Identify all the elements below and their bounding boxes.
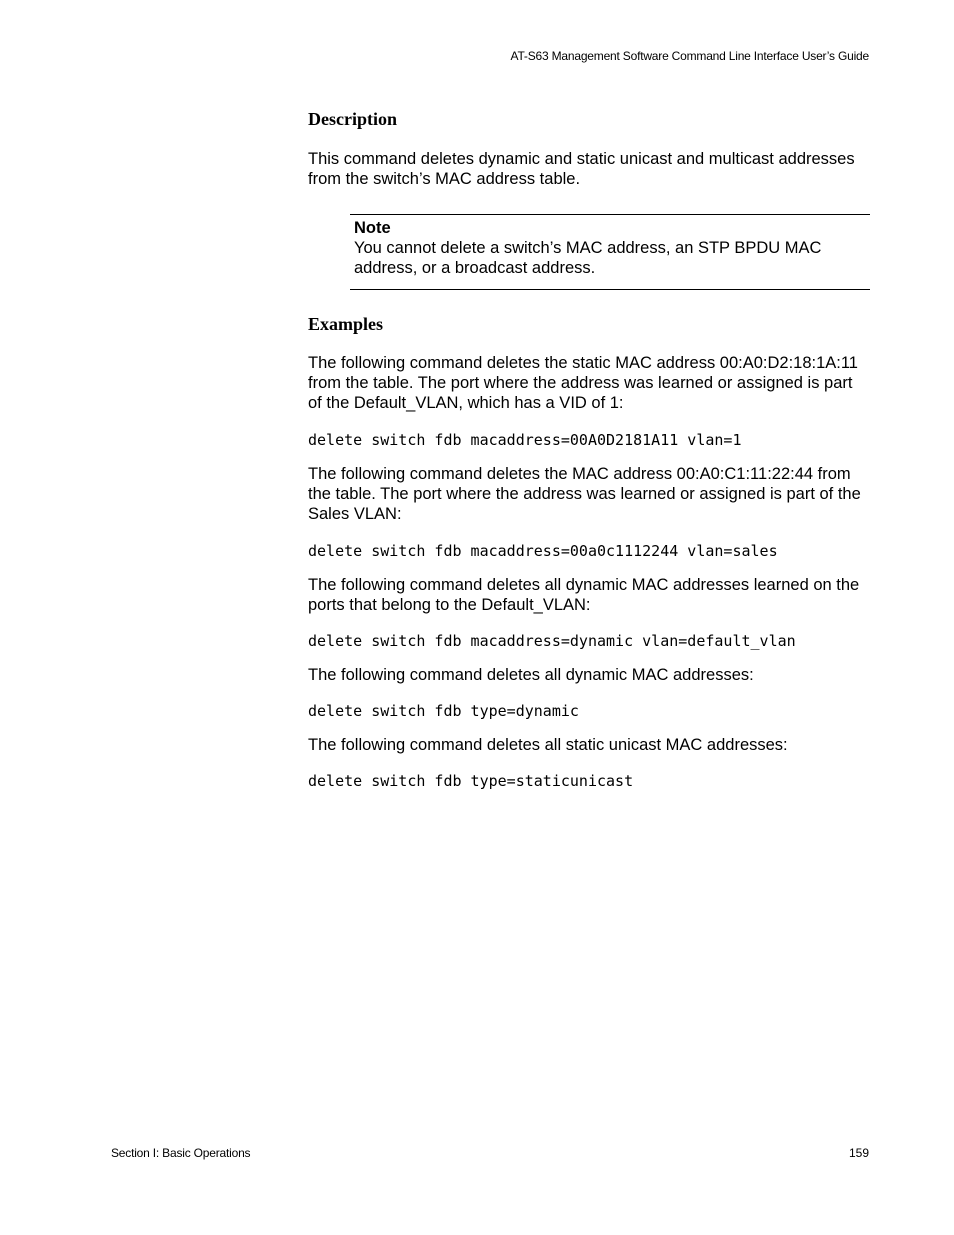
example-command: delete switch fdb macaddress=00A0D2181A11 vlan=1 — [308, 431, 742, 449]
examples-heading: Examples — [308, 314, 384, 334]
example-description: The following command deletes all static unicast MAC addresses: — [308, 736, 788, 754]
page-number: 159 — [848, 1146, 869, 1160]
example-description: The following command deletes all dynamic MAC addresses learned on the ports that belong to the Default_VLAN: — [308, 576, 860, 614]
example-command: delete switch fdb type=staticunicast — [308, 772, 634, 790]
footer-section: Section I: Basic Operations — [111, 1146, 251, 1160]
example-description: The following command deletes all dynamic MAC addresses: — [308, 666, 754, 684]
example-description: The following command deletes the MAC address 00:A0:C1:11:22:44 from the table. The port where the address was learned or assigned is part of the Sales VLAN: — [308, 465, 861, 523]
note-text: You cannot delete a switch’s MAC address, an STP BPDU MAC address, or a broadcast address. — [354, 239, 822, 277]
description-text: This command deletes dynamic and static unicast and multicast addresses from the switch’s MAC address table. — [308, 150, 855, 188]
running-header: AT-S63 Management Software Command Line Interface User’s Guide — [510, 49, 869, 63]
example-command: delete switch fdb type=dynamic — [308, 702, 579, 720]
example-command: delete switch fdb macaddress=00a0c1112244 vlan=sales — [308, 542, 778, 560]
note-title: Note — [354, 219, 391, 237]
description-heading: Description — [308, 109, 397, 129]
note-box — [350, 214, 870, 290]
example-description: The following command deletes the static MAC address 00:A0:D2:18:1A:11 from the table. The port where the address was learned or assigned is part of the Default_VLAN, which has a VID of 1: — [308, 354, 858, 412]
example-command: delete switch fdb macaddress=dynamic vlan=default_vlan — [308, 632, 796, 650]
